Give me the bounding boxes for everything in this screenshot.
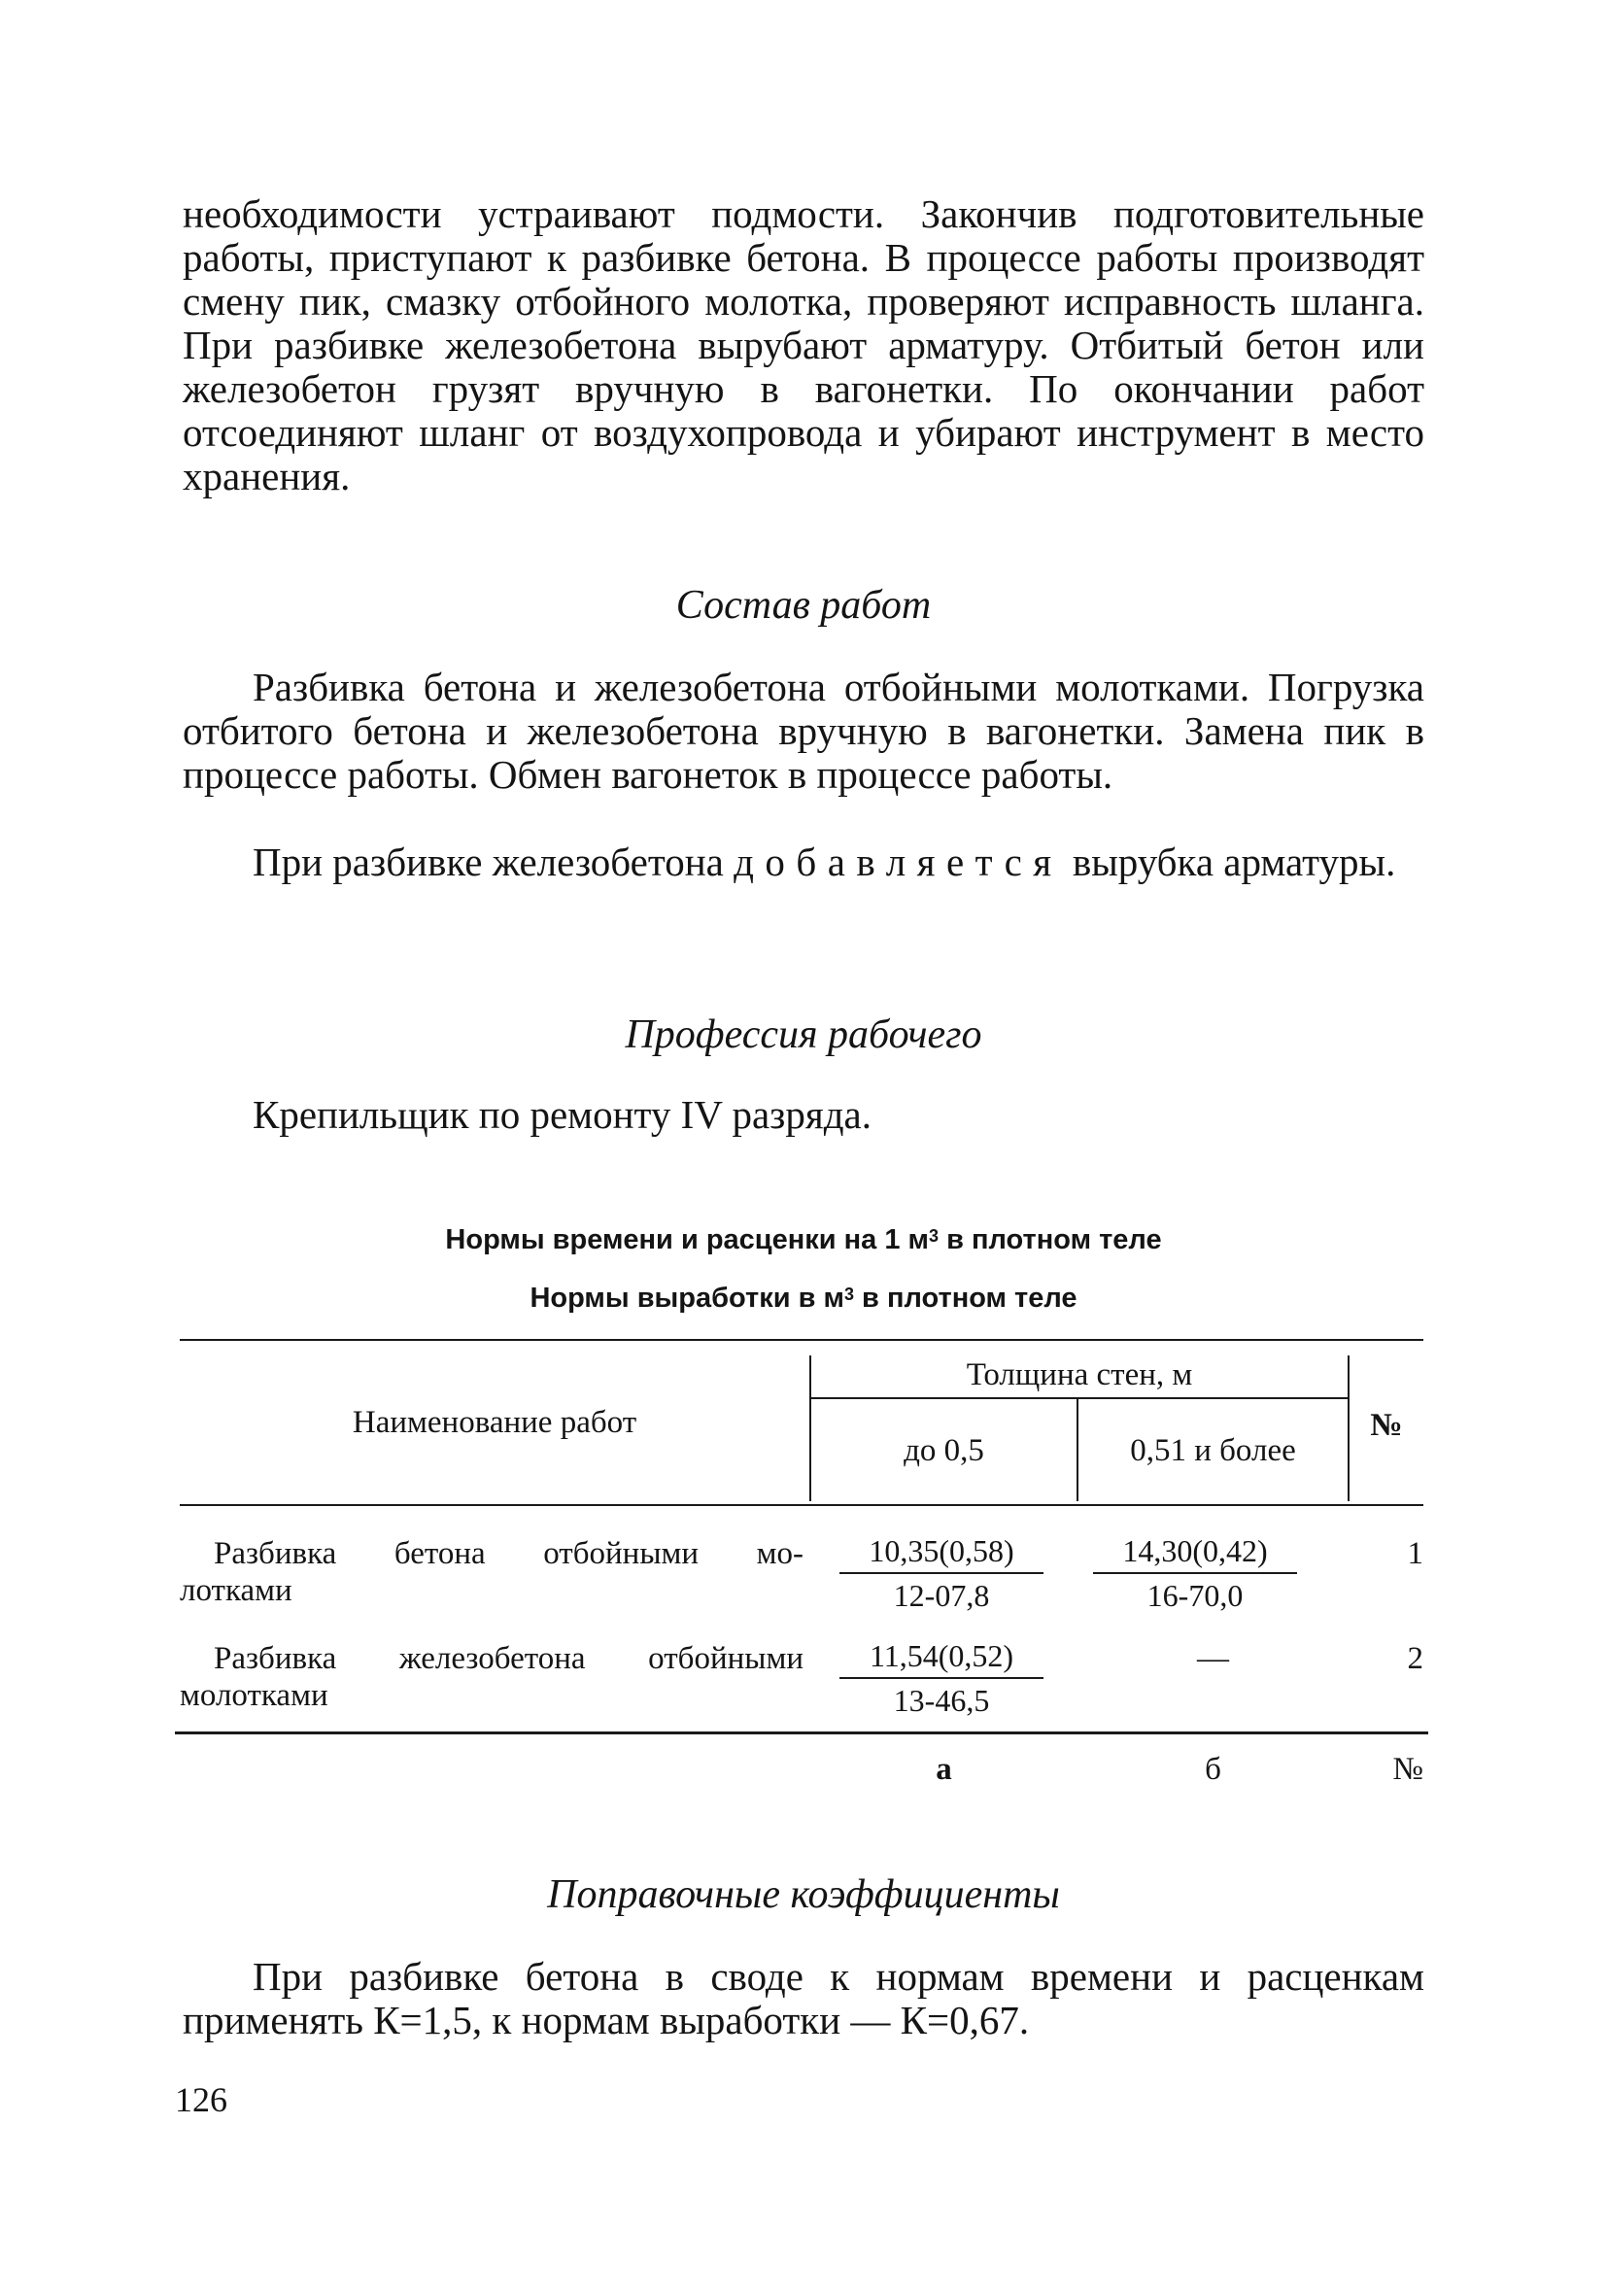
table-caption-time-norms: Нормы времени и расценки на 1 $м^3$ в плотном теле (445, 1224, 1162, 1255)
row-1-name-line-2: лотками (180, 1573, 292, 1608)
header-wall-thickness: Толщина стен, м (966, 1357, 1193, 1392)
row-1-a-time-rate: 10,35(0,58) (839, 1531, 1043, 1574)
row-1-value-b (1093, 1531, 1297, 1615)
table-bottom-rule (175, 1731, 1428, 1734)
composition-paragraph-2 (183, 840, 1424, 884)
composition-paragraph-2-start: При разбивке железобетона (253, 840, 724, 884)
row-1-name-line-1: Разбивка бетона отбойными мо- (214, 1536, 804, 1571)
header-0-51-and-more: 0,51 и более (1130, 1433, 1296, 1468)
row-2-name-line-2: молотками (180, 1678, 328, 1713)
row-2-name-line-1: Разбивка железобетона отбойными (214, 1641, 804, 1676)
row-1-a-price: 12-07,8 (893, 1578, 990, 1613)
table-top-rule (180, 1339, 1423, 1341)
coefficients-paragraph: При разбивке бетона в своде к нормам времени и расценкам применять К=1,5, к нормам выработки — К=0,67. (183, 1954, 1424, 2042)
row-2-number: 2 (1407, 1641, 1423, 1676)
row-1-number: 1 (1407, 1536, 1423, 1571)
composition-paragraph-2-end: вырубка арматуры. (1072, 840, 1396, 884)
header-number: № (1370, 1408, 1403, 1443)
intro-paragraph: необходимости устраивают подмости. Закончив подготовительные работы, приступают к разбивке бетона. В процессе работы производят смену пик, смазку отбойного молотка, проверяют исправность шланга. При разбивке железобетона вырубают арматуру. Отбитый бетон или железобетон грузят вручную в вагонетки. По окончании работ отсоединяют шланг от воздухопровода и убирают инструмент в место хранения. (183, 191, 1424, 498)
footer-column-a: а (936, 1752, 952, 1787)
row-2-a-price: 13-46,5 (893, 1683, 990, 1718)
header-up-to-0-5: до 0,5 (904, 1433, 984, 1468)
profession-text: Крепильщик по ремонту IV разряда. (253, 1092, 872, 1137)
row-2-value-b: — (1197, 1641, 1229, 1676)
footer-column-b: б (1205, 1752, 1221, 1787)
row-1-value-a (839, 1531, 1043, 1615)
header-work-name: Наименование работ (352, 1405, 637, 1440)
footer-number: № (1392, 1752, 1423, 1787)
table-thickness-underline (811, 1397, 1348, 1399)
row-2-a-time-rate: 11,54(0,52) (839, 1636, 1043, 1679)
table-header-rule (180, 1504, 1423, 1506)
page-number: 126 (175, 2080, 227, 2119)
emphasized-word: добавляется (734, 840, 1063, 884)
table-caption-output-norms: Нормы выработки в $м^3$ в плотном теле (530, 1283, 1077, 1314)
row-1-b-price: 16-70,0 (1146, 1578, 1244, 1613)
row-1-b-time-rate: 14,30(0,42) (1093, 1531, 1297, 1574)
heading-profession: Профессия рабочего (625, 1012, 982, 1057)
composition-paragraph-1: Разбивка бетона и железобетона отбойными молотками. Погрузка отбитого бетона и железобетона вручную в вагонетки. Замена пик в процессе работы. Обмен вагонеток в процессе работы. (183, 665, 1424, 797)
row-2-value-a (839, 1636, 1043, 1720)
heading-composition: Состав работ (675, 583, 932, 628)
heading-coefficients: Поправочные коэффициенты (547, 1872, 1060, 1917)
